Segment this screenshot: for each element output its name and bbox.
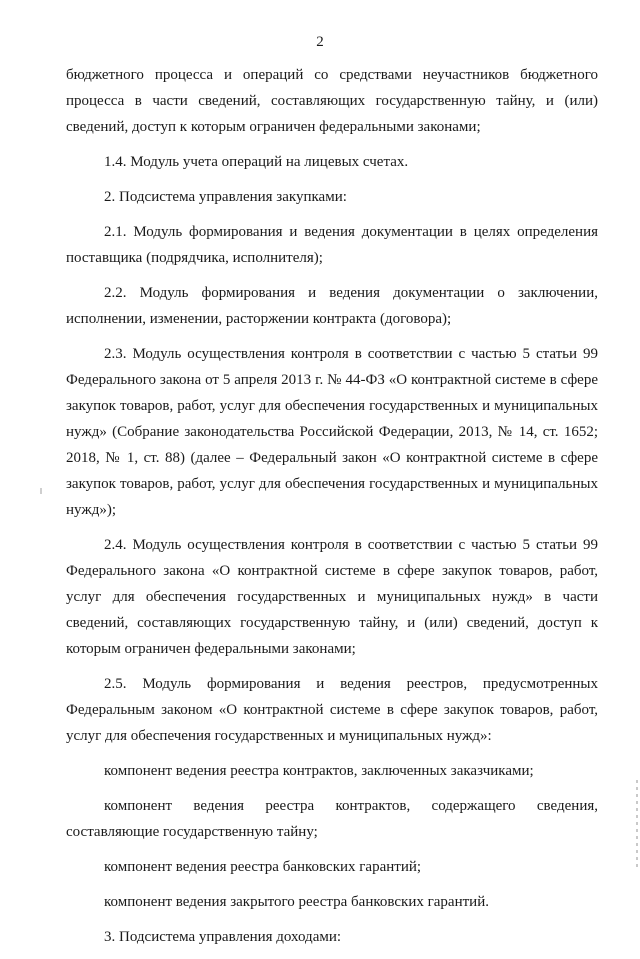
paragraph-2-2: 2.2. Модуль формирования и ведения документации о заключении, исполнении, изменении, расторжении контракта (договора); (66, 285, 598, 327)
document-body (66, 62, 598, 959)
paragraph-continuation: бюджетного процесса и операций со средствами неучастников бюджетного процесса в части сведений, составляющих государственную тайну, и (или) сведений, доступ к которым ограничен федеральными законами; (66, 67, 598, 135)
scan-edge-mark (636, 780, 638, 870)
paragraph-2-1: 2.1. Модуль формирования и ведения документации в целях определения поставщика (подрядчика, исполнителя); (66, 224, 598, 266)
paragraph-1-4: 1.4. Модуль учета операций на лицевых счетах. (104, 154, 409, 170)
list-item-component-2: компонент ведения реестра контрактов, содержащего сведения, составляющие государственную тайну; (66, 798, 598, 840)
scan-artifact (40, 488, 42, 494)
paragraph-2-4: 2.4. Модуль осуществления контроля в соответствии с частью 5 статьи 99 Федерального закона «О контрактной системе в сфере закупок товаров, работ, услуг для обеспечения государственных и муниципальных нужд» в части сведений, составляющих государственную тайну, и (или) сведений, доступ к которым ограничен федеральными законами; (66, 537, 598, 657)
list-item-component-3: компонент ведения реестра банковских гарантий; (104, 859, 422, 875)
paragraph-2: 2. Подсистема управления закупками: (104, 189, 347, 205)
paragraph-2-5: 2.5. Модуль формирования и ведения реестров, предусмотренных Федеральным законом «О контрактной системе в сфере закупок товаров, работ, услуг для обеспечения государственных и муниципальных нужд»: (66, 676, 598, 744)
page-number: 2 (316, 34, 324, 50)
paragraph-2-3: 2.3. Модуль осуществления контроля в соответствии с частью 5 статьи 99 Федерального закона от 5 апреля 2013 г. № 44-ФЗ «О контрактной системе в сфере закупок товаров, работ, услуг для обеспечения государственных и муниципальных нужд» (Собрание законодательства Российской Федерации, 2013, № 14, ст. 1652; 2018, № 1, ст. 88) (далее – Федеральный закон «О контрактной системе в сфере закупок товаров, работ, услуг для обеспечения государственных и муниципальных нужд»); (66, 346, 598, 518)
paragraph-3: 3. Подсистема управления доходами: (104, 929, 342, 945)
list-item-component-4: компонент ведения закрытого реестра банковских гарантий. (104, 894, 489, 910)
list-item-component-1: компонент ведения реестра контрактов, заключенных заказчиками; (104, 763, 534, 779)
